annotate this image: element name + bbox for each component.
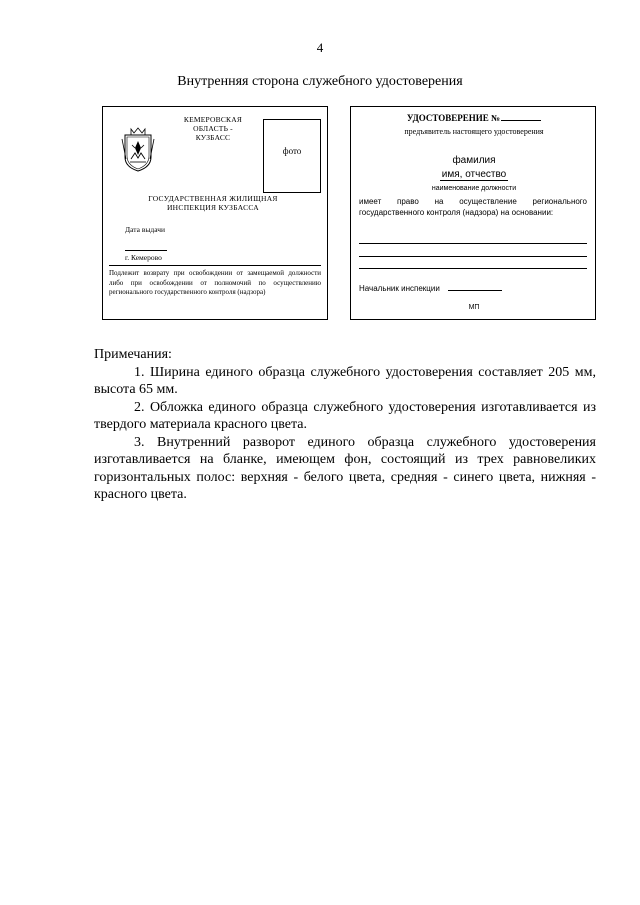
bearer-text: предъявитель настоящего удостоверения bbox=[404, 127, 544, 136]
rights-text: имеет право на осуществление регионального государственного контроля (надзора) на основании: bbox=[359, 197, 587, 217]
region-line: КУЗБАСС bbox=[195, 133, 231, 142]
surname-label: фамилия bbox=[452, 155, 496, 166]
issue-date-line bbox=[125, 250, 167, 251]
divider bbox=[109, 265, 321, 266]
basis-line bbox=[359, 243, 587, 244]
stamp-label: МП bbox=[468, 304, 480, 311]
basis-line bbox=[359, 268, 587, 269]
note-item: 2. Обложка единого образца служебного удостоверения изготавливается из твердого материала красного цвета. bbox=[94, 399, 596, 432]
agency-name bbox=[103, 194, 323, 212]
given-names-label bbox=[351, 169, 597, 180]
issue-city: г. Кемерово bbox=[125, 253, 162, 262]
head-of-inspection-label: Начальник инспекции bbox=[359, 284, 440, 293]
note-item: 3. Внутренний разворот единого образца служебного удостоверения изготавливается на бланке, имеющем фон, состоящий из трех равновеликих горизонтальных полос: верхняя - белого цвета, средняя - синего цвета, нижняя - красного цвета. bbox=[94, 434, 596, 502]
notes-section bbox=[94, 346, 596, 504]
id-card-left-page bbox=[102, 106, 328, 320]
agency-line: ГОСУДАРСТВЕННАЯ ЖИЛИЩНАЯ bbox=[148, 194, 278, 203]
id-title bbox=[351, 113, 597, 123]
id-card-right-page bbox=[350, 106, 596, 320]
signature-blank bbox=[448, 290, 502, 291]
agency-line: ИНСПЕКЦИЯ КУЗБАССА bbox=[166, 203, 260, 212]
return-note: Подлежит возврату при освобождении от замещаемой должности либо при освобождении от полномочий по осуществлению регионального государственного контроля (надзора) bbox=[109, 269, 321, 296]
page-number: 4 bbox=[316, 40, 324, 55]
issue-date-label: Дата выдачи bbox=[125, 225, 166, 234]
document-heading: Внутренняя сторона служебного удостоверения bbox=[177, 74, 463, 89]
id-number-blank bbox=[501, 120, 541, 121]
region-line: ОБЛАСТЬ - bbox=[193, 124, 233, 133]
photo-label: фото bbox=[282, 146, 302, 156]
id-title-text: УДОСТОВЕРЕНИЕ № bbox=[406, 113, 501, 123]
note-item: 1. Ширина единого образца служебного удостоверения составляет 205 мм, высота 65 мм. bbox=[94, 364, 596, 397]
basis-line bbox=[359, 256, 587, 257]
region-line: КЕМЕРОВСКАЯ bbox=[183, 115, 243, 124]
given-names-text: имя, отчество bbox=[441, 169, 507, 180]
position-label: наименование должности bbox=[431, 185, 517, 192]
region-name bbox=[171, 115, 255, 142]
photo-placeholder bbox=[263, 119, 321, 193]
notes-heading: Примечания: bbox=[94, 347, 172, 362]
coat-of-arms-icon bbox=[121, 125, 155, 173]
head-of-inspection bbox=[359, 284, 502, 293]
